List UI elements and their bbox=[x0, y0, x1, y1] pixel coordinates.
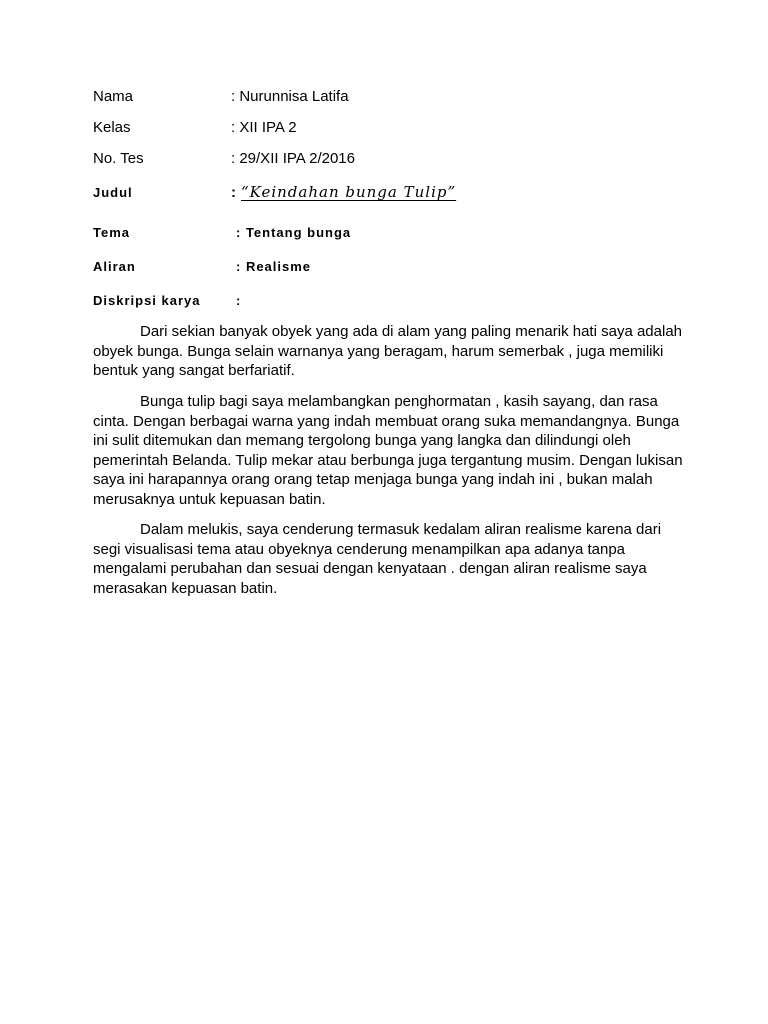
deskripsi-row bbox=[93, 291, 693, 313]
no-tes-label: No. Tes bbox=[93, 150, 144, 167]
judul-label: Judul bbox=[93, 185, 133, 200]
nama-value: : Nurunnisa Latifa bbox=[231, 88, 349, 105]
tema-label: Tema bbox=[93, 225, 130, 240]
judul-row bbox=[93, 183, 693, 205]
kelas-row bbox=[93, 118, 693, 140]
paragraph-3: Dalam melukis, saya cenderung termasuk kedalam aliran realisme karena dari segi visualisasi tema atau obyeknya cenderung menampilkan apa adanya tanpa mengalami perubahan dan sesuai dengan kenyataan . dengan aliran realisme saya merasakan kepuasan batin. bbox=[93, 521, 662, 597]
no-tes-value: : 29/XII IPA 2/2016 bbox=[231, 150, 355, 167]
deskripsi-colon: : bbox=[236, 293, 242, 308]
aliran-label: Aliran bbox=[93, 259, 136, 274]
deskripsi-label: Diskripsi karya bbox=[93, 293, 201, 308]
no-tes-row bbox=[93, 149, 693, 171]
aliran-row bbox=[93, 257, 693, 279]
kelas-label: Kelas bbox=[93, 119, 131, 136]
judul-value: “Keindahan bunga Tulip” bbox=[241, 183, 457, 201]
paragraph-2: Bunga tulip bagi saya melambangkan penghormatan , kasih sayang, dan rasa cinta. Dengan berbagai warna yang indah membuat orang suka memandangnya. Bunga ini sulit ditemukan dan memang tergolong bunga yang langka dan dilindungi oleh pemerintah Belanda. Tulip mekar atau berbunga juga tergantung musim. Dengan lukisan saya ini harapannya orang orang tetap menjaga bunga yang indah ini , bukan malah merusaknya untuk kepuasan batin. bbox=[93, 393, 683, 508]
aliran-value: : Realisme bbox=[236, 259, 312, 274]
paragraph-1: Dari sekian banyak obyek yang ada di alam yang paling menarik hati saya adalah obyek bunga. Bunga selain warnanya yang beragam, harum semerbak , juga memiliki bentuk yang sangat berfariatif. bbox=[93, 323, 682, 379]
nama-label: Nama bbox=[93, 88, 134, 105]
tema-value: : Tentang bunga bbox=[236, 225, 352, 240]
tema-row bbox=[93, 223, 693, 245]
nama-row bbox=[93, 87, 693, 109]
kelas-value: : XII IPA 2 bbox=[231, 119, 297, 136]
judul-colon: : bbox=[231, 184, 237, 201]
